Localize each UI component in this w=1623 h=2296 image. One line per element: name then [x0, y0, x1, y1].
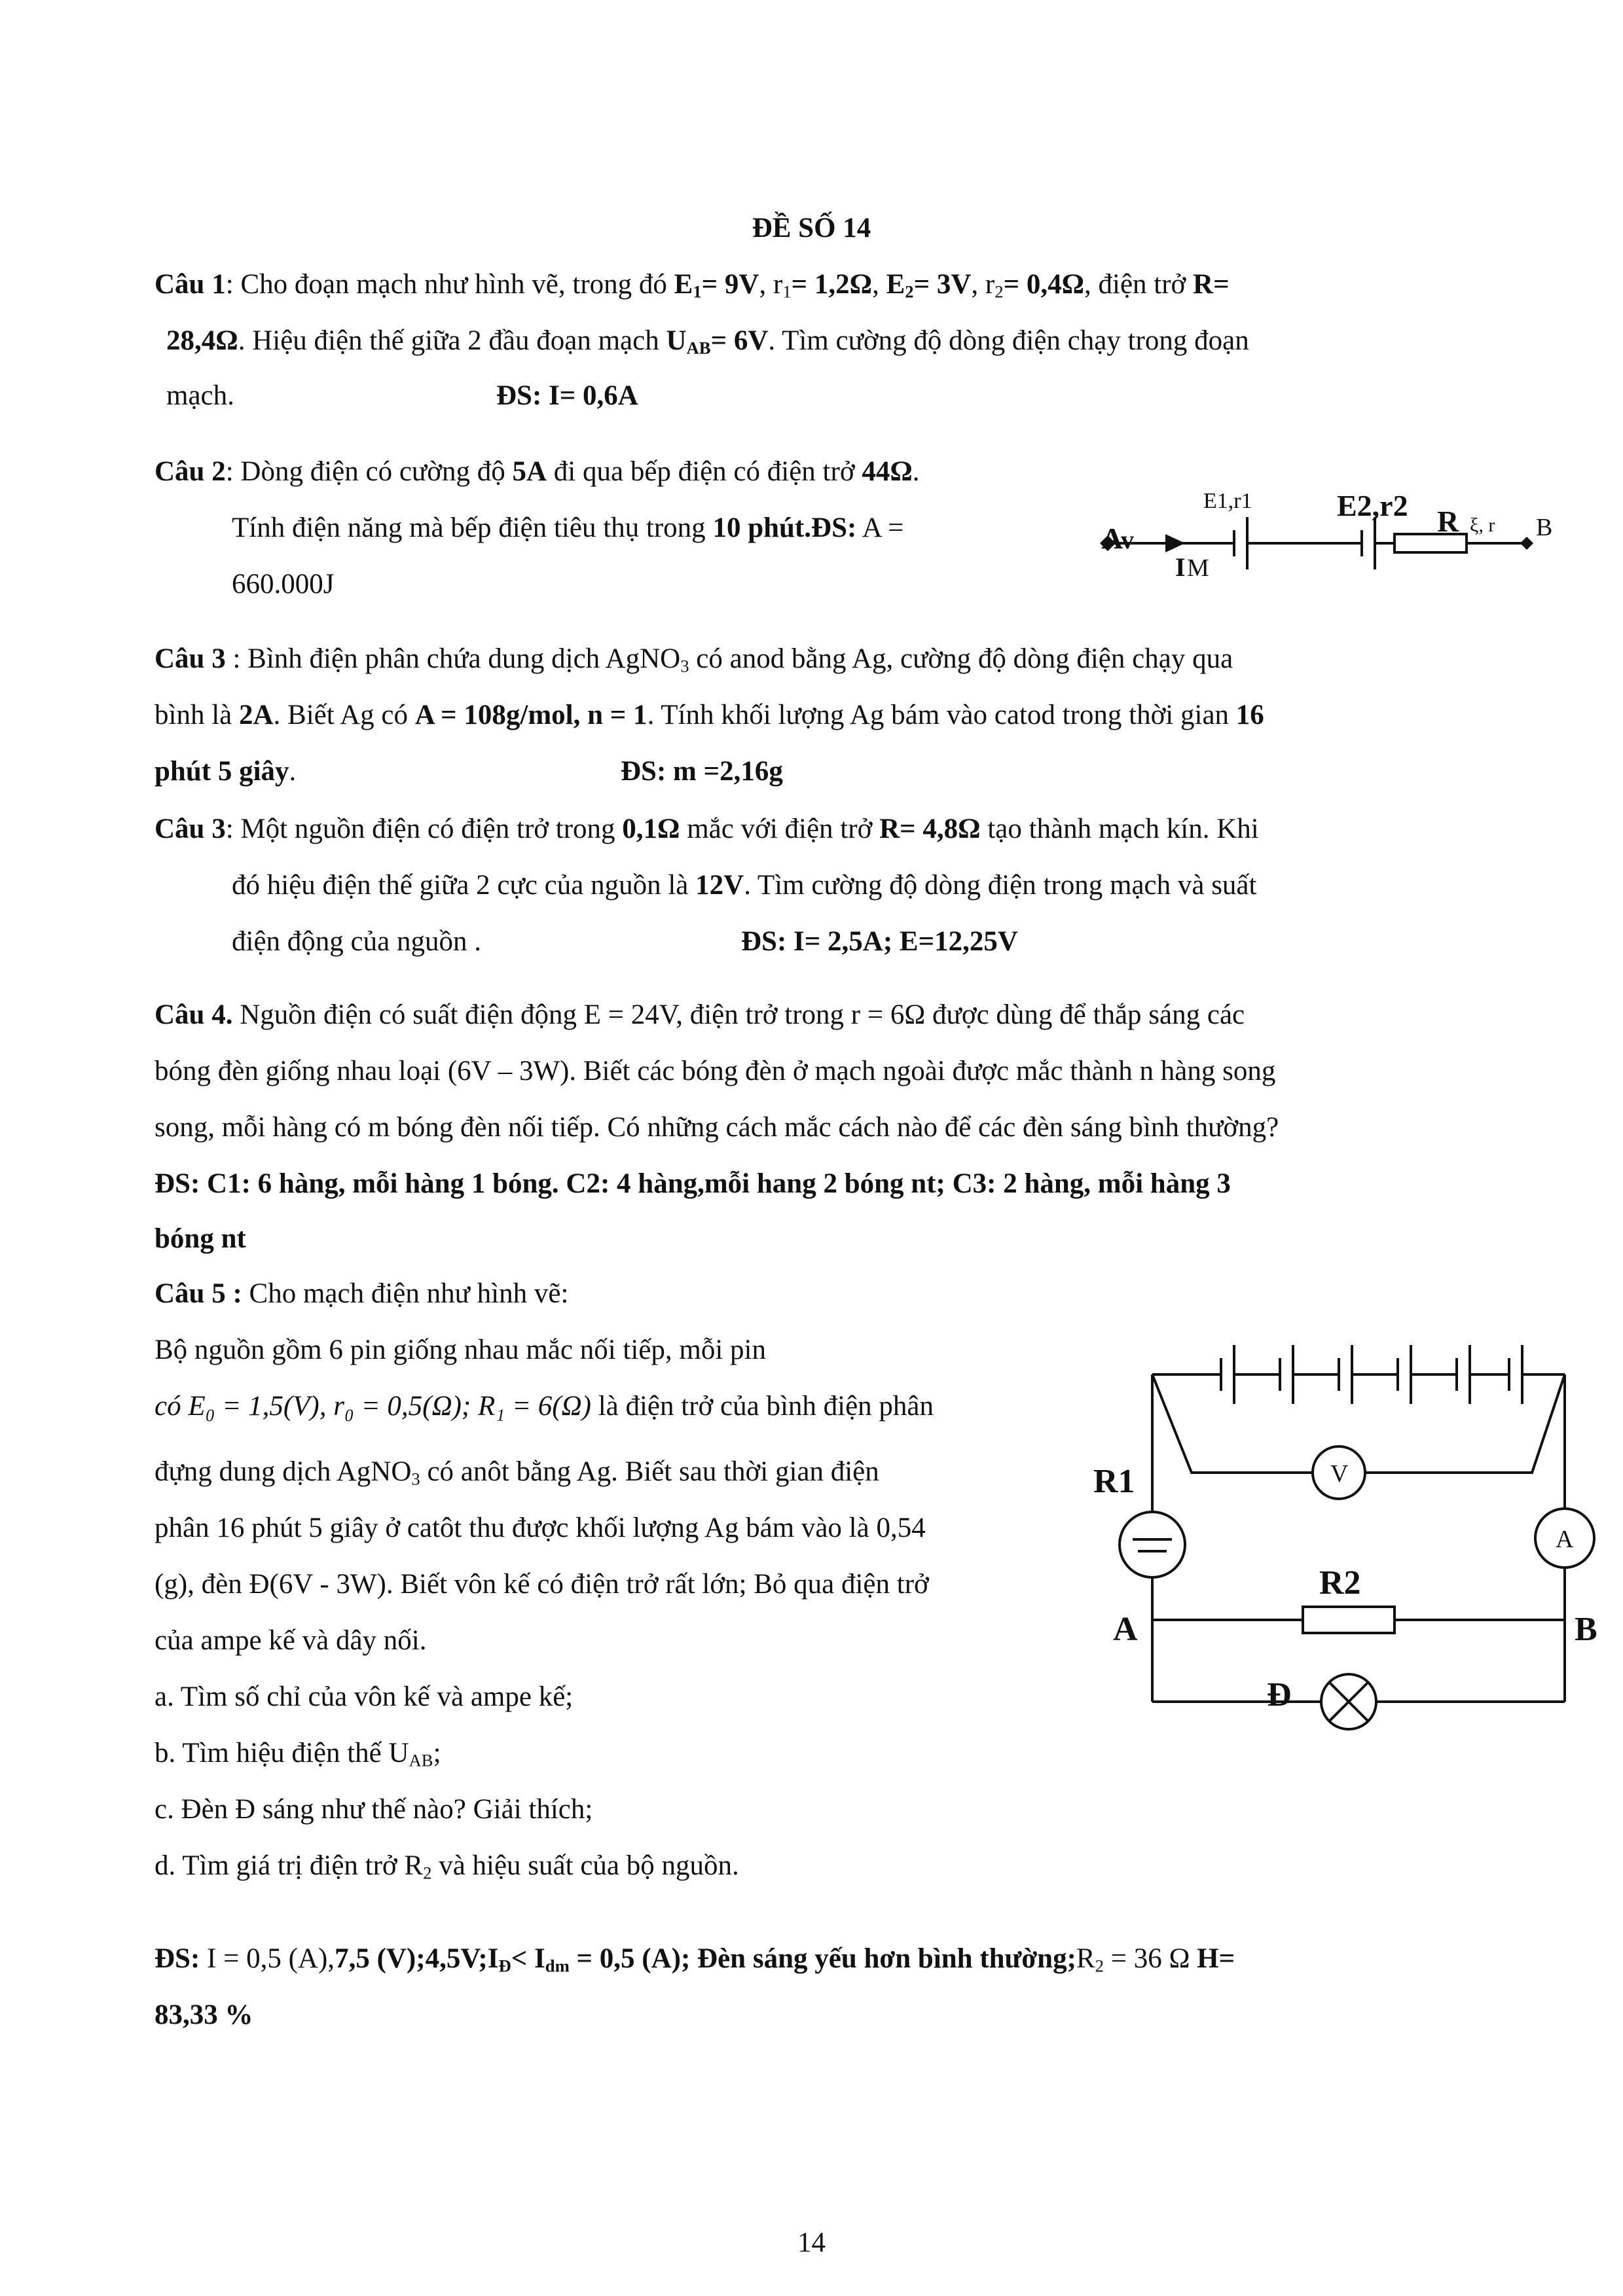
text: . Tính khối lượng Ag bám vào catod trong thời gian: [647, 700, 1236, 730]
text: : Một nguồn điện có điện trở trong: [225, 814, 623, 844]
label-b: B: [1575, 1611, 1597, 1648]
question-5-answer-2: 83,33 %: [155, 2000, 253, 2030]
label-d: Đ: [1267, 1676, 1292, 1713]
page-title: ĐỀ SỐ 14: [752, 213, 871, 243]
time-value: phút 5 giây: [155, 756, 289, 787]
text: .: [289, 756, 297, 787]
current-value: 2A: [238, 700, 274, 730]
question-1-line-3: [166, 378, 234, 414]
text: Cho mạch điện như hình vẽ:: [242, 1278, 569, 1309]
text: d. Tìm giá trị điện trở R: [155, 1850, 424, 1881]
text: Tính điện năng mà bếp điện tiêu thụ trong: [232, 512, 713, 543]
text: : Dòng điện có cường độ: [225, 456, 513, 487]
text: là điện trở của bình điện phân: [591, 1391, 934, 1422]
text: đi qua bếp điện có điện trở: [547, 456, 862, 487]
text: mắc với điện trở: [680, 814, 880, 844]
subscript: AB: [409, 1750, 433, 1770]
text: 7,5 (V);4,5V;I: [335, 1943, 499, 1974]
question-3a-line-2: [155, 698, 1264, 733]
text: . Biết Ag có: [273, 700, 415, 730]
subscript: 2: [1095, 1956, 1104, 1976]
text: tạo thành mạch kín. Khi: [980, 814, 1259, 844]
subscript: 2: [423, 1863, 432, 1883]
question-2-label: Câu 2: [155, 456, 226, 487]
internal-resistance-value: 0,1Ω: [622, 814, 680, 844]
text: H=: [1197, 1943, 1235, 1974]
question-3b-line-1: [155, 812, 1259, 847]
electrolytic-cell-r1: [1120, 1512, 1185, 1577]
text: A =: [856, 512, 904, 543]
label-v: v: [1121, 525, 1134, 554]
r2-value: $r_2= 0,4\Omega$: [985, 269, 1084, 302]
question-1-answer: ĐS: I= 0,6A: [496, 380, 638, 411]
question-4-line-2: bóng đèn giống nhau loại (6V – 3W). Biết các bóng đèn ở mạch ngoài được mắc thành n hàng song: [155, 1056, 1276, 1086]
question-4-answer-2: bóng nt: [155, 1223, 246, 1254]
text: . Tìm cường độ dòng điện chạy trong đoạn: [768, 325, 1249, 356]
text: và hiệu suất của bộ nguồn.: [431, 1850, 739, 1881]
text: < I: [511, 1943, 545, 1974]
subscript: 3: [411, 1469, 420, 1489]
current-value: 5A: [512, 456, 547, 487]
voltmeter-label: V: [1330, 1460, 1349, 1488]
question-1-line-1: Câu 1: Cho đoạn mạch như hình vẽ, trong đó $E_1= 9V$, $r_1= 1,2\Omega$, $E_2= 3V$, $r_2= 0,4\Omega$, điện trở R=: [155, 269, 1230, 302]
text: có anôt bằng Ag. Biết sau thời gian điện: [420, 1456, 879, 1487]
text: Nguồn điện có suất điện động E = 24V, điện trở trong r = 6Ω được dùng để thắp sáng các: [232, 999, 1245, 1030]
subscript: 3: [680, 656, 689, 676]
question-4-line-1: [155, 997, 1245, 1033]
circuit-diagram-1: [1087, 478, 1558, 589]
question-5-part-d: [155, 1848, 739, 1884]
circuit-diagram-2: [1087, 1329, 1597, 1748]
question-3a-answer: ĐS: m =2,16g: [621, 756, 783, 787]
resistance-value: 44Ω: [862, 456, 913, 487]
subscript: Đ: [498, 1956, 511, 1976]
question-5-line-2: Bộ nguồn gồm 6 pin giống nhau mắc nối tiếp, mỗi pin: [155, 1335, 766, 1365]
text: đó hiệu điện thế giữa 2 cực của nguồn là: [232, 870, 696, 901]
text: I = 0,5 (A),: [200, 1943, 335, 1974]
text: đựng dung dịch AgNO: [155, 1456, 412, 1487]
label-m: M: [1187, 554, 1209, 582]
question-5-line-5: phân 16 phút 5 giây ở catôt thu được khối lượng Ag bám vào là 0,54: [155, 1513, 926, 1543]
question-5-label: Câu 5 :: [155, 1278, 242, 1309]
time-value: 16: [1235, 700, 1264, 730]
label-e2r2: E2,r2: [1337, 489, 1408, 522]
question-1-line-2: [166, 323, 1249, 359]
text: b. Tìm hiệu điện thế U: [155, 1738, 409, 1768]
question-4-answer-1: ĐS: C1: 6 hàng, mỗi hàng 1 bóng. C2: 4 hàng,mỗi hang 2 bóng nt; C3: 2 hàng, mỗi hàng 3: [155, 1168, 1231, 1199]
uab-value: $U_{AB}= 6V$: [666, 325, 769, 358]
resistance-value: R= 4,8Ω: [879, 814, 981, 844]
text: . Hiệu điện thế giữa 2 đầu đoạn mạch: [238, 325, 666, 356]
text: = 36 Ω: [1103, 1943, 1197, 1974]
formula: có E₀ = 1,5(V), r₀ = 0,5(Ω); R₁ = 6(Ω): [155, 1391, 591, 1422]
molar-mass-value: A = 108g/mol, n = 1: [414, 700, 647, 730]
text: ;: [433, 1738, 441, 1768]
label-i: I: [1175, 552, 1186, 582]
current-arrow-icon: [1165, 534, 1185, 552]
label-a: A: [1101, 522, 1123, 555]
question-3b-line-3: điện động của nguồn .: [232, 926, 481, 957]
resistor-r2: [1303, 1607, 1395, 1633]
label-a: A: [1113, 1611, 1138, 1648]
label-r2: R2: [1319, 1564, 1361, 1602]
question-3b-line-2: [232, 868, 1256, 903]
ammeter-label: A: [1556, 1526, 1574, 1553]
question-3a-line-3: [155, 754, 296, 789]
question-3a-label: Câu 3: [155, 643, 226, 674]
text: , điện trở: [1084, 269, 1194, 300]
label-e1r1: E1,r1: [1203, 489, 1252, 513]
question-5-answer-1: [155, 1941, 1235, 1977]
text: có anod bằng Ag, cường độ dòng điện chạy qua: [689, 643, 1233, 674]
node-b-icon: [1520, 537, 1533, 550]
subscript: dm: [545, 1956, 570, 1976]
voltage-value: 12V: [695, 870, 744, 901]
question-5-part-b: [155, 1736, 441, 1771]
question-5-part-a: a. Tìm số chỉ của vôn kế và ampe kế;: [155, 1681, 574, 1712]
question-2-line-1: [155, 454, 920, 490]
wire: [1365, 1374, 1565, 1473]
question-5-line-7: của ampe kế và dây nối.: [155, 1625, 427, 1656]
label-r: R: [1437, 505, 1459, 538]
wire: [1152, 1374, 1313, 1473]
text: R: [1076, 1943, 1095, 1974]
answer-label: ĐS:: [155, 1943, 200, 1974]
e2-value: $E_2= 3V$: [886, 269, 972, 302]
answer-label: ĐS:: [811, 512, 857, 543]
question-2-line-2: [232, 511, 903, 546]
question-1-label: Câu 1: [155, 269, 226, 300]
question-5-line-3: [155, 1389, 934, 1424]
question-5-part-c: c. Đèn Đ sáng như thế nào? Giải thích;: [155, 1794, 593, 1825]
question-3a-line-1: [155, 641, 1233, 677]
question-4-line-3: song, mỗi hàng có m bóng đèn nối tiếp. Có những cách mắc cách nào để các đèn sáng bình thường?: [155, 1112, 1279, 1143]
question-3b-answer: ĐS: I= 2,5A; E=12,25V: [741, 926, 1018, 957]
time-value: 10 phút.: [712, 512, 812, 543]
label-r1: R1: [1093, 1463, 1135, 1500]
text: bình là: [155, 700, 239, 730]
text: = 0,5 (A); Đèn sáng yếu hơn bình thường;: [569, 1943, 1076, 1974]
question-5-line-4: [155, 1454, 879, 1490]
question-3b-label: Câu 3: [155, 814, 226, 844]
text: mạch.: [166, 380, 234, 411]
page-number: 14: [797, 2227, 826, 2258]
question-2-line-3: 660.000J: [232, 569, 335, 600]
text: : Cho đoạn mạch như hình vẽ, trong đó: [225, 269, 674, 300]
question-5-line-6: (g), đèn Đ(6V - 3W). Biết vôn kế có điện trở rất lớn; Bỏ qua điện trở: [155, 1569, 929, 1600]
label-b: B: [1536, 514, 1553, 541]
question-5-line-1: [155, 1276, 568, 1312]
r-label: R=: [1193, 269, 1230, 300]
question-4-label: Câu 4.: [155, 999, 233, 1030]
e1-value: $E_1= 9V$: [674, 269, 759, 302]
text: : Bình điện phân chứa dung dịch AgNO: [225, 643, 681, 674]
r1-value: $r_1= 1,2\Omega$: [773, 269, 873, 302]
label-xi-r: ξ, r: [1470, 514, 1495, 536]
r-value: 28,4Ω: [166, 325, 238, 356]
text: .: [912, 456, 920, 487]
battery-pack: [1221, 1345, 1522, 1404]
text: . Tìm cường độ dòng điện trong mạch và suất: [744, 870, 1257, 901]
